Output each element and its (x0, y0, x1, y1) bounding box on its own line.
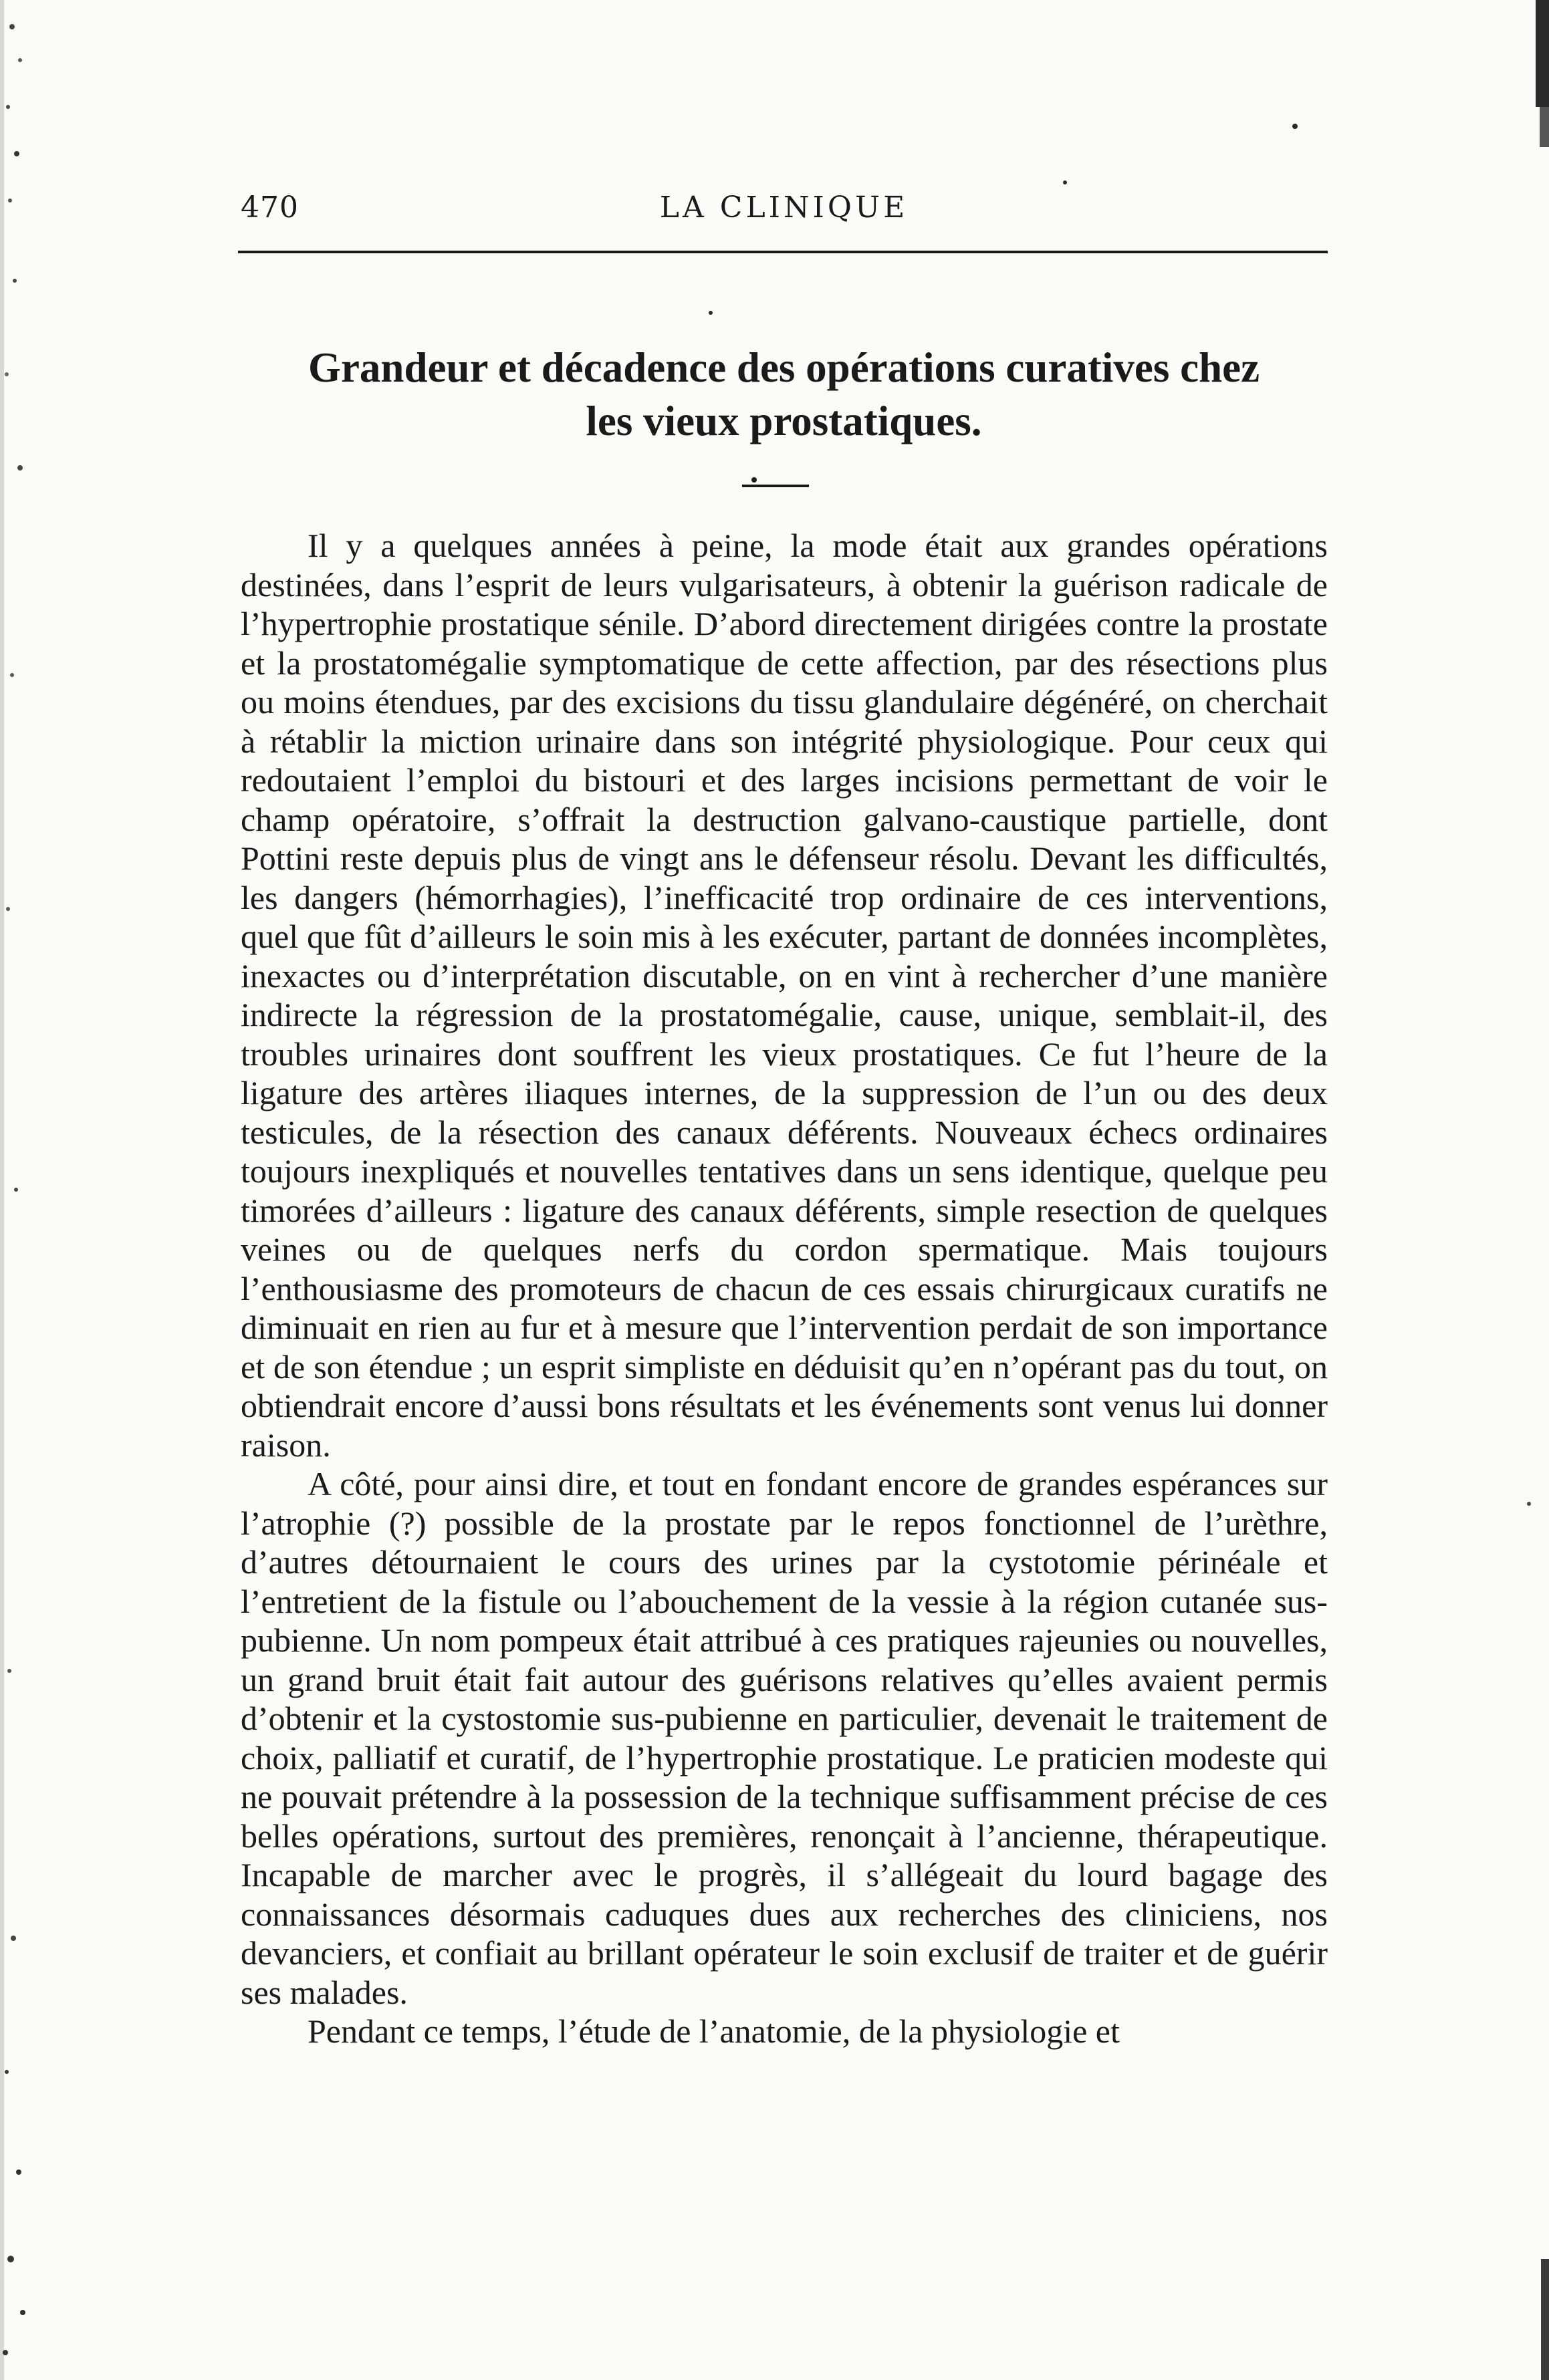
running-head (241, 190, 1327, 231)
paragraph: Il y a quelques années à peine, la mode était aux grandes opérations destinées, dans l’esprit de leurs vulgarisateurs, à obtenir la guérison radicale de l’hypertrophie prostatique sénile. D’abord directement dirigées contre la prostate et la prostatomégalie symptomatique de cette affection, par des résections plus ou moins étendues, par des excisions du tissu glandulaire dégénéré, on cherchait à rétablir la miction urinaire dans son intégrité physiologique. Pour ceux qui redoutaient l’emploi du bistouri et des larges incisions permettant de voir le champ opératoire, s’offrait la destruction galvano-caustique partielle, dont Pottini reste depuis plus de vingt ans le défenseur résolu. Devant les difficultés, les dangers (hémorrhagies), l’inefficacité trop ordinaire de ces interventions, quel que fût d’ailleurs le soin mis à les exécuter, partant de données incomplètes, inexactes ou d’interprétation discutable, on en vint à rechercher d’une manière indirecte la régression de la prostatomégalie, cause, unique, semblait-il, des troubles urinaires dont souffrent les vieux prostatiques. Ce fut l’heure de la ligature des artères iliaques internes, de la suppression de l’un ou des deux testicules, de la résection des canaux déférents. Nouveaux échecs ordinaires toujours inexpliqués et nouvelles tentatives dans un sens identique, quelque peu timorées d’ailleurs : ligature des canaux déférents, simple resection de quelques veines ou de quelques nerfs du cordon spermatique. Mais toujours l’enthousiasme des promoteurs de chacun de ces essais chirurgicaux curatifs ne diminuait en rien au fur et à mesure que l’intervention perdait de son importance et de son étendue ; un esprit simpliste en déduisit qu’en n’opérant pas du tout, on obtiendrait encore d’aussi bons résultats et les événements sont venus lui donner raison. (241, 527, 1328, 1464)
scan-edge-left (0, 0, 47, 2380)
title-divider (742, 485, 809, 487)
scan-speck (1063, 180, 1067, 184)
scan-edge-right (1509, 0, 1549, 2380)
article-title-line-1: Grandeur et décadence des opérations curatives chez (308, 344, 1260, 391)
article-body (241, 526, 1328, 2051)
article-title (241, 341, 1327, 448)
page-number: 470 (241, 190, 299, 225)
journal-name: LA CLINIQUE (659, 190, 909, 225)
paragraph: A côté, pour ainsi dire, et tout en fondant encore de grandes espérances sur l’atrophie (?) possible de la prostate par le repos fonctionnel de l’urèthre, d’autres détournaient le cours des urines par la cystotomie périnéale et l’entretient de la fistule ou l’abouchement de la vessie à la région cutanée sus-pubienne. Un nom pompeux était attribué à ces pratiques rajeunies ou nouvelles, un grand bruit était fait autour des guérisons relatives qu’elles avaient permis d’obtenir et la cystostomie sus-pubienne en particulier, devenait le traitement de choix, palliatif et curatif, de l’hypertrophie prostatique. Le praticien modeste qui ne pouvait prétendre à la possession de la technique suffisamment précise de ces belles opérations, surtout des premières, renonçait à l’ancienne, thérapeutique. Incapable de marcher avec le progrès, il s’allégeait du lourd bagage des connaissances désormais caduques dues aux recherches des cliniciens, nos devanciers, et confiait au brillant opérateur le soin exclusif de traiter et de guérir ses malades. (241, 1465, 1328, 2011)
header-rule (238, 251, 1328, 253)
article-title-line-2: les vieux prostatiques. (586, 398, 982, 444)
title-divider-dot (751, 477, 757, 483)
scan-speck (1292, 124, 1298, 129)
scan-speck (709, 311, 713, 315)
paragraph: Pendant ce temps, l’étude de l’anatomie, de la physiologie et (308, 2012, 1120, 2050)
